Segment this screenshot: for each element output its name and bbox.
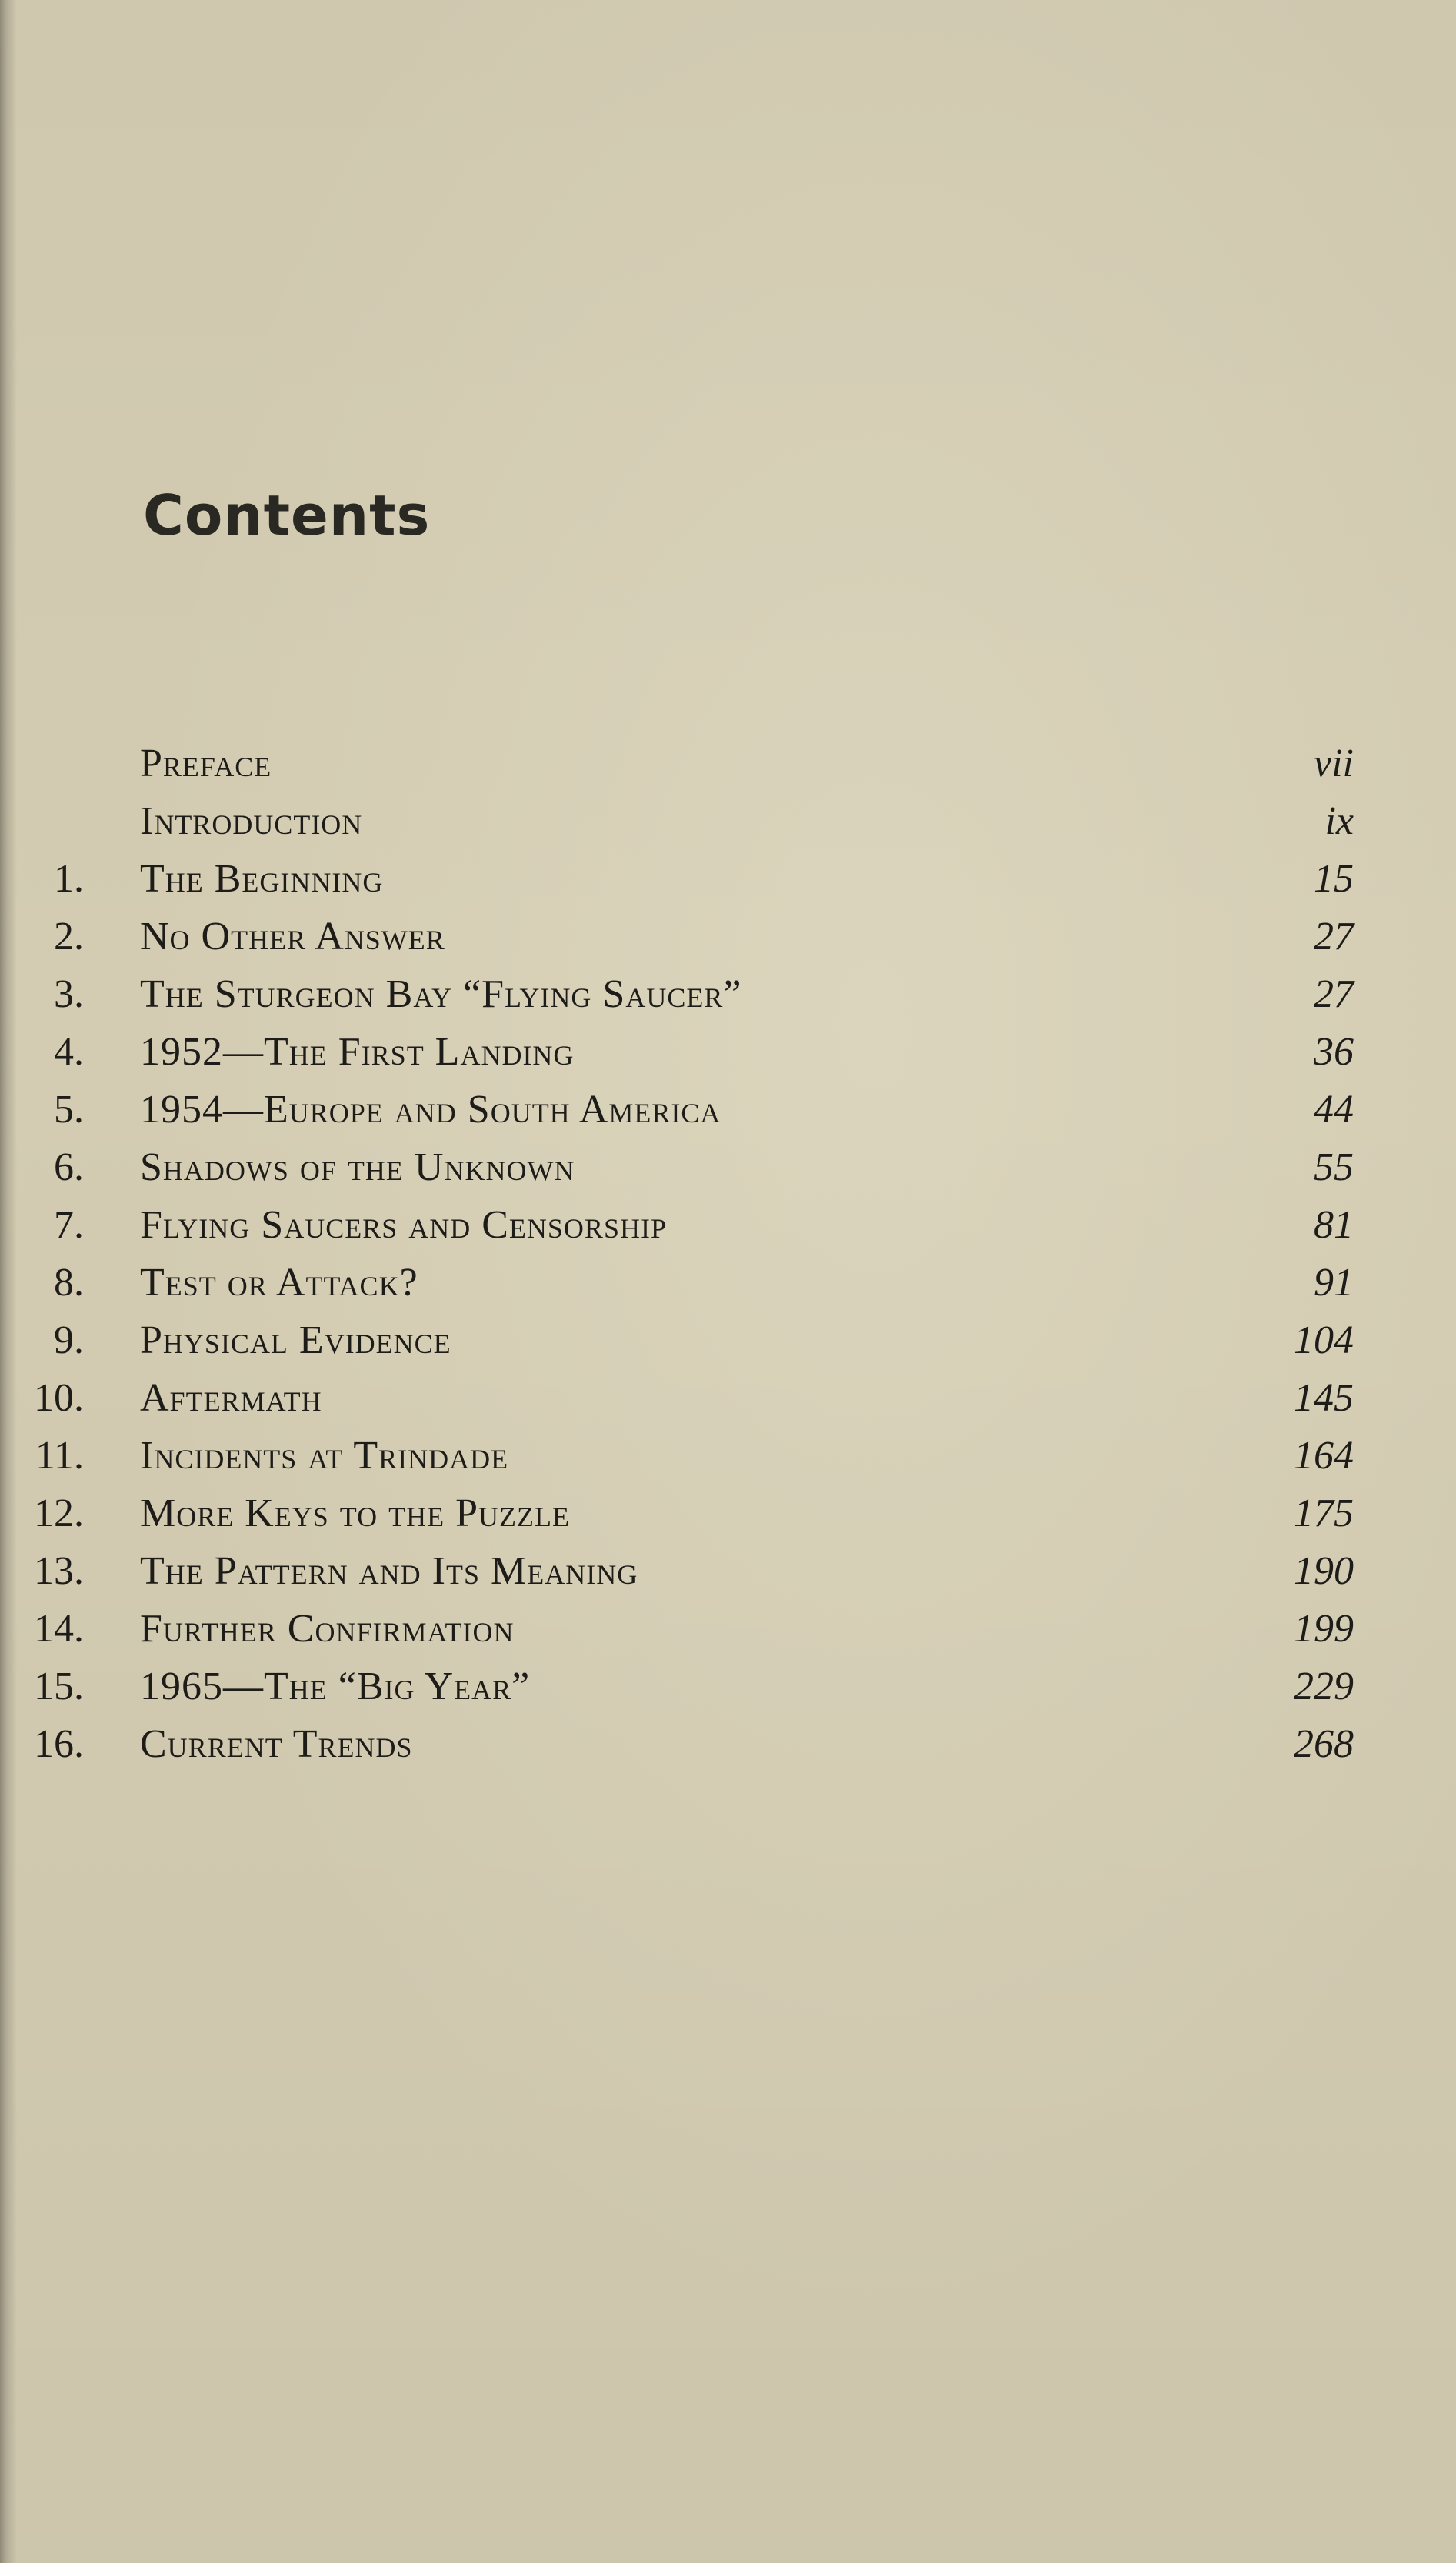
chapter-number: 15. <box>34 1665 84 1708</box>
page-number: 199 <box>1294 1607 1354 1651</box>
chapter-title: 1954—Europe and South America <box>140 1088 721 1132</box>
chapter-title: Shadows of the Unknown <box>140 1145 575 1189</box>
page-number: 229 <box>1294 1665 1354 1708</box>
toc-entry <box>0 850 1456 908</box>
chapter-number: 12. <box>34 1491 84 1535</box>
chapter-title: Preface <box>140 742 272 785</box>
toc-entry <box>0 965 1456 1023</box>
toc-entry <box>0 735 1456 792</box>
toc-entry <box>0 1254 1456 1311</box>
toc-entry <box>0 792 1456 850</box>
toc-entry <box>0 1658 1456 1715</box>
chapter-number: 6. <box>54 1145 84 1189</box>
chapter-title: The Beginning <box>140 857 384 901</box>
chapter-number: 14. <box>34 1607 84 1651</box>
page-number: 190 <box>1294 1549 1354 1593</box>
chapter-number: 16. <box>34 1722 84 1766</box>
chapter-number: 9. <box>54 1318 84 1362</box>
chapter-number: 8. <box>54 1261 84 1305</box>
toc-entry <box>0 1196 1456 1254</box>
page-number: 145 <box>1294 1376 1354 1420</box>
page-number: 91 <box>1314 1261 1354 1305</box>
chapter-title: The Pattern and Its Meaning <box>140 1549 638 1593</box>
chapter-number: 13. <box>34 1549 84 1593</box>
chapter-title: The Sturgeon Bay “Flying Saucer” <box>140 972 742 1016</box>
toc-entry <box>0 908 1456 965</box>
page-number: 15 <box>1314 857 1354 901</box>
page-number: vii <box>1314 742 1354 785</box>
chapter-number: 3. <box>54 972 84 1016</box>
chapter-title: Flying Saucers and Censorship <box>140 1203 667 1247</box>
page-number: 268 <box>1294 1722 1354 1766</box>
toc-entry <box>0 1023 1456 1081</box>
chapter-number: 5. <box>54 1088 84 1132</box>
page-number: 27 <box>1314 915 1354 958</box>
toc-entry <box>0 1427 1456 1485</box>
toc-entry <box>0 1311 1456 1369</box>
page-number: 27 <box>1314 972 1354 1016</box>
chapter-title: Incidents at Trindade <box>140 1434 509 1478</box>
page-number: 55 <box>1314 1145 1354 1189</box>
chapter-title: Current Trends <box>140 1722 413 1766</box>
chapter-title: Test or Attack? <box>140 1261 418 1305</box>
chapter-number: 10. <box>34 1376 84 1420</box>
page-number: 104 <box>1294 1318 1354 1362</box>
chapter-number: 7. <box>54 1203 84 1247</box>
page-number: 36 <box>1314 1030 1354 1074</box>
toc-entry <box>0 1542 1456 1600</box>
page-number: 44 <box>1314 1088 1354 1132</box>
page-number: 164 <box>1294 1434 1354 1478</box>
page-title: Contents <box>143 483 431 548</box>
chapter-title: More Keys to the Puzzle <box>140 1491 570 1535</box>
chapter-number: 2. <box>54 915 84 958</box>
table-of-contents <box>0 735 1456 1773</box>
page-number: ix <box>1324 799 1354 843</box>
toc-entry <box>0 1600 1456 1658</box>
toc-entry <box>0 1081 1456 1138</box>
page-number: 81 <box>1314 1203 1354 1247</box>
chapter-title: Aftermath <box>140 1376 322 1420</box>
chapter-title: Further Confirmation <box>140 1607 515 1651</box>
toc-entry <box>0 1138 1456 1196</box>
toc-entry <box>0 1369 1456 1427</box>
chapter-title: 1965—The “Big Year” <box>140 1665 531 1708</box>
chapter-title: Physical Evidence <box>140 1318 451 1362</box>
chapter-number: 11. <box>35 1434 84 1478</box>
chapter-title: 1952—The First Landing <box>140 1030 575 1074</box>
chapter-title: No Other Answer <box>140 915 445 958</box>
chapter-number: 1. <box>54 857 84 901</box>
chapter-title: Introduction <box>140 799 363 843</box>
toc-entry <box>0 1715 1456 1773</box>
chapter-number: 4. <box>54 1030 84 1074</box>
page-number: 175 <box>1294 1491 1354 1535</box>
toc-entry <box>0 1485 1456 1542</box>
